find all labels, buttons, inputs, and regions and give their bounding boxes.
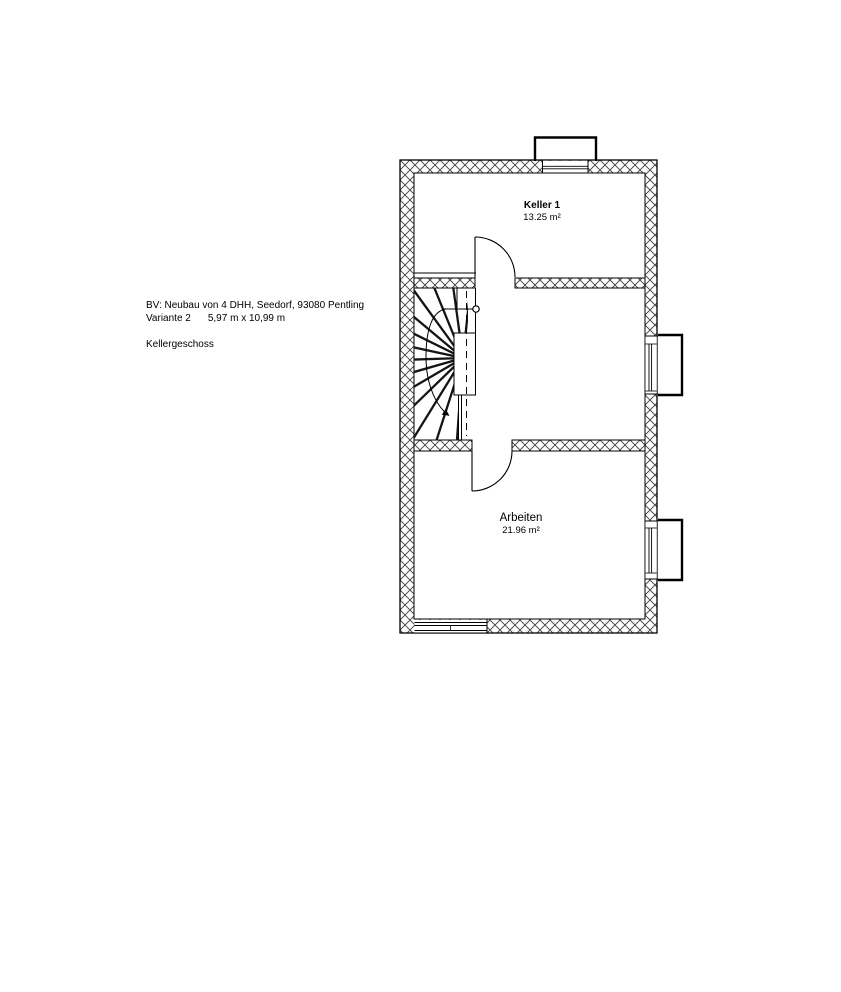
door-swing-arc <box>475 237 515 277</box>
floor-label: Kellergeschoss <box>146 339 214 350</box>
door-swing-arc <box>472 451 512 491</box>
project-variant-line <box>146 312 364 325</box>
room-label-arbeiten <box>471 511 571 537</box>
room-label-keller1 <box>492 200 592 224</box>
door-keller1 <box>475 237 515 278</box>
stair-walkline-start-circle <box>473 306 479 312</box>
window-top <box>543 160 589 174</box>
project-title: BV: Neubau von 4 DHH, Seedorf, 93080 Pentling <box>146 300 365 311</box>
window-right-middle <box>645 336 658 394</box>
room-name: Arbeiten <box>499 512 543 524</box>
interior-wall-upper <box>414 273 645 288</box>
staircase <box>368 264 479 453</box>
window-right-lower <box>645 521 658 579</box>
variant-label: Variante 2 <box>146 313 191 324</box>
stair-landing <box>454 333 476 395</box>
light-well-right-lower <box>658 520 682 580</box>
door-arbeiten <box>472 451 512 491</box>
interior-wall-lower <box>414 440 645 451</box>
plan-dimensions: 5,97 m x 10,99 m <box>207 313 286 324</box>
light-well-top <box>535 138 596 162</box>
project-annotation <box>146 299 364 351</box>
room-area: 21.96 m² <box>502 525 540 536</box>
window-bottom <box>415 619 488 633</box>
light-well-right-middle <box>658 335 682 395</box>
room-area: 13.25 m² <box>523 212 561 223</box>
room-name: Keller 1 <box>523 200 561 211</box>
